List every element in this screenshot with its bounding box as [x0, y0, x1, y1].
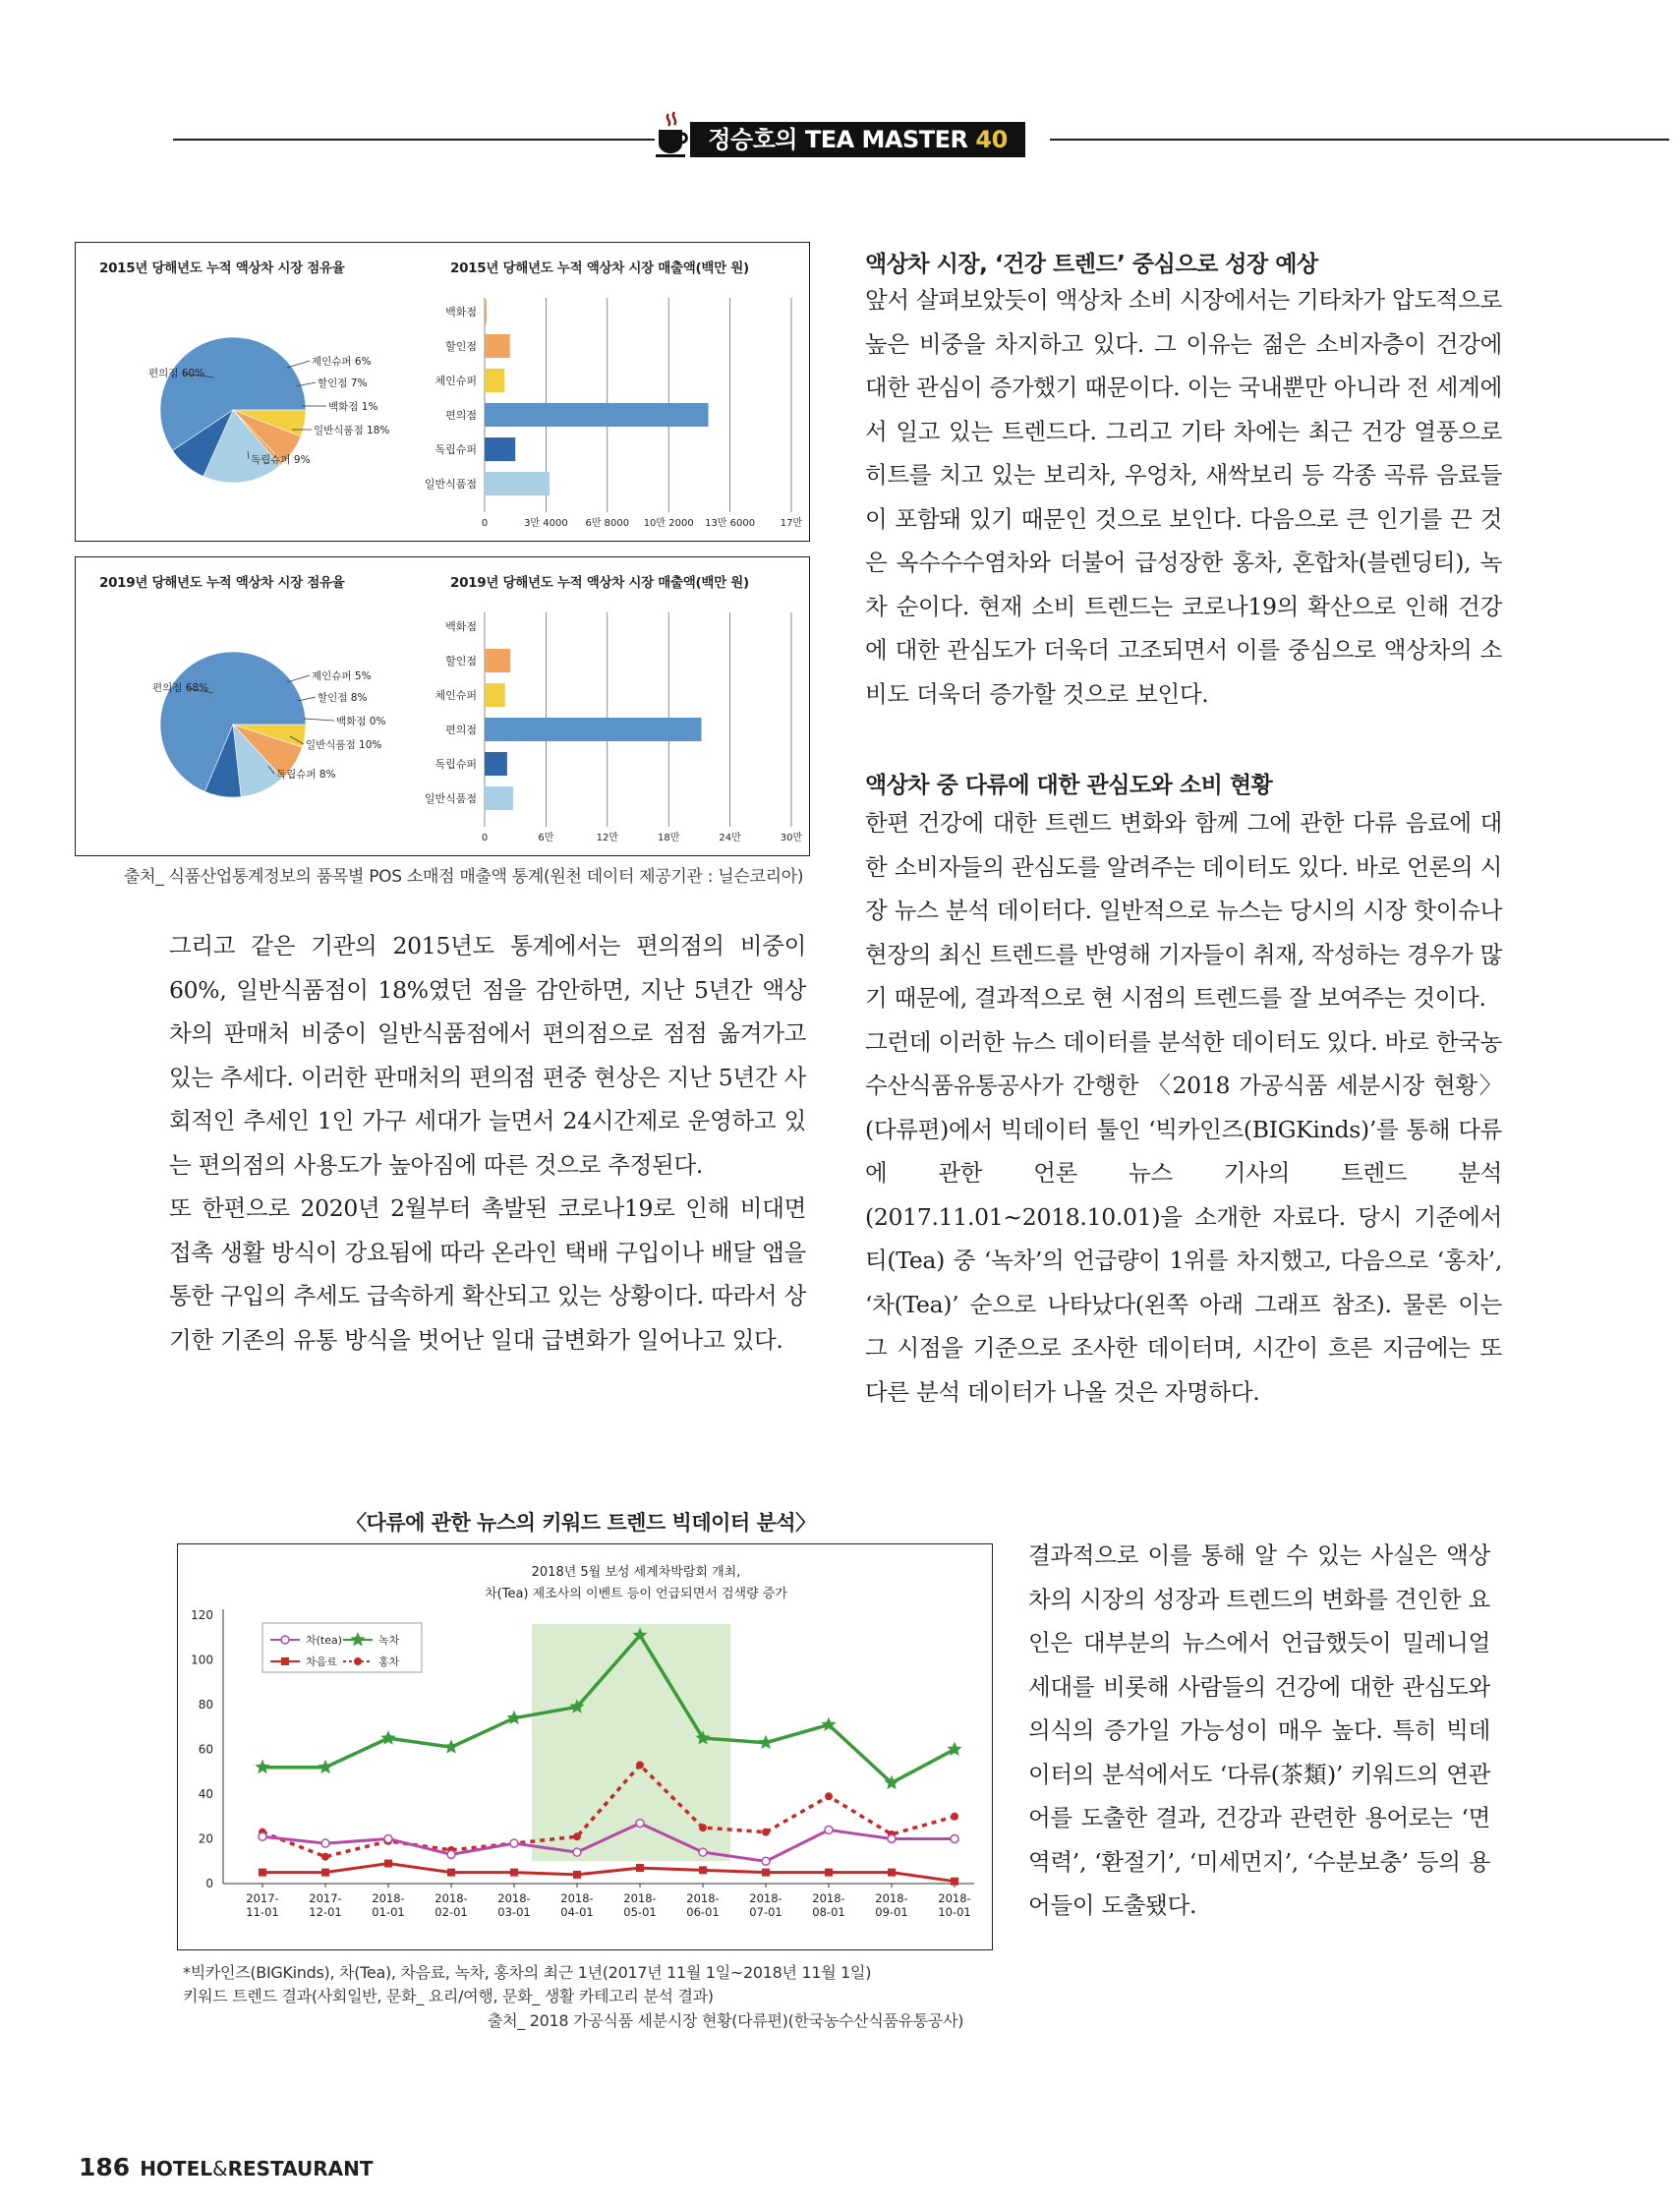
- series-point-홍차: [699, 1824, 707, 1831]
- legend-marker-차(tea): [281, 1636, 289, 1644]
- bar-tick-label: 10만 2000: [643, 518, 694, 529]
- legend-label-차(tea): 차(tea): [306, 1634, 343, 1647]
- series-point-차음료: [259, 1869, 266, 1877]
- bar-title-2019: 2019년 당해년도 누적 액상차 시장 매출액(백만 원): [450, 575, 749, 591]
- chart-panel-2015: [75, 242, 810, 542]
- x-tick-label-year: 2017-: [246, 1891, 279, 1905]
- section2-heading: 액상차 중 다류에 대한 관심도와 소비 현황: [865, 773, 1273, 798]
- bar-tick-label: 3만 4000: [524, 518, 568, 529]
- magazine-name-a: HOTEL: [140, 2157, 212, 2180]
- pie-label: 편의점 68%: [152, 682, 209, 694]
- pie-label: 편의점 60%: [148, 368, 205, 379]
- x-tick-label-date: 02-01: [434, 1905, 468, 1919]
- x-tick-label-year: 2018-: [938, 1891, 971, 1905]
- pie-label: 일반식품점 10%: [306, 739, 382, 751]
- y-tick-label: 20: [198, 1831, 213, 1846]
- y-tick-label: 40: [198, 1787, 213, 1801]
- line-chart-title: 〈다류에 관한 뉴스의 키워드 트렌드 빅데이터 분석〉: [346, 1511, 816, 1535]
- pie-label: 독립슈퍼 9%: [251, 454, 311, 466]
- bar-category-label: 편의점: [445, 409, 477, 422]
- legend-label-녹차: 녹차: [378, 1634, 400, 1647]
- x-tick-label-date: 09-01: [875, 1905, 908, 1919]
- series-point-차(tea): [384, 1835, 392, 1843]
- x-tick-label-date: 12-01: [309, 1905, 342, 1919]
- header-rule-left: [173, 139, 655, 141]
- bar-chart-2019: [76, 557, 809, 855]
- series-point-차(tea): [259, 1832, 266, 1840]
- bar-일반식품점: [485, 786, 513, 810]
- x-tick-label-year: 2018-: [497, 1891, 531, 1905]
- closing-body: [1028, 1534, 1490, 1928]
- line-chart-panel: [177, 1543, 993, 1950]
- chart-source-caption: 출처_ 식품산업통계정보의 품목별 POS 소매점 매출액 통계(원천 데이터 제공기관 : 닐슨코리아): [124, 867, 804, 887]
- bar-category-label: 체인슈퍼: [434, 689, 477, 702]
- section2-paragraph-2: 그런데 이러한 뉴스 데이터를 분석한 데이터도 있다. 바로 한국농수산식품유통공사가 간행한 〈2018 가공식품 세분시장 현황〉(다류편)에서 빅데이터 툴인 ‘빅카인즈(BIGKinds)’를 통해 다류에 관한 언론 뉴스 기사의 트렌드 분석(2017.11.01~2018.10.01)을 소개한 자료다. 당시 기준에서 티(Tea) 중 ‘녹차’의 언급량이 1위를 차지했고, 다음으로 ‘홍차’, ‘차(Tea)’ 순으로 나타났다(왼쪽 아래 그래프 참조). 물론 이는 그 시점을 기준으로 조사한 데이터며, 시간이 흐른 지금에는 또 다른 분석 데이터가 나올 것은 자명하다.: [865, 1027, 1502, 1406]
- x-tick-label-date: 01-01: [372, 1905, 405, 1919]
- bar-category-label: 독립슈퍼: [434, 443, 477, 456]
- bar-체인슈퍼: [485, 369, 504, 392]
- pie-label: 할인점 7%: [318, 378, 368, 389]
- section2-paragraph-1: 한편 건강에 대한 트렌드 변화와 함께 그에 관한 다류 음료에 대한 소비자들의 관심도를 알려주는 데이터도 있다. 바로 언론의 시장 뉴스 분석 데이터다. 일반적으로 뉴스는 당시의 시장 핫이슈나 현장의 최신 트렌드를 반영해 기자들이 취재, 작성하는 경우가 많기 때문에, 결과적으로 현 시점의 트렌드를 잘 보여주는 것이다.: [865, 809, 1502, 1012]
- bar-tick-label: 0: [481, 518, 489, 529]
- y-tick-label: 120: [191, 1608, 213, 1622]
- bar-category-label: 일반식품점: [424, 478, 477, 491]
- series-point-홍차: [636, 1761, 644, 1769]
- series-point-차음료: [636, 1864, 644, 1872]
- series-number: 40: [975, 126, 1008, 153]
- series-point-홍차: [573, 1832, 581, 1840]
- y-tick-label: 0: [205, 1877, 213, 1890]
- series-point-차음료: [825, 1869, 833, 1877]
- bar-tick-label: 17만: [780, 518, 803, 529]
- x-tick-label-date: 11-01: [246, 1905, 279, 1919]
- x-tick-label-date: 03-01: [497, 1905, 531, 1919]
- chart-panel-2019: [75, 556, 810, 856]
- legend-marker-차음료: [281, 1657, 289, 1665]
- series-point-녹차: [318, 1760, 332, 1774]
- header-rule-right: [1050, 139, 1669, 141]
- closing-paragraph: 결과적으로 이를 통해 알 수 있는 사실은 액상차의 시장의 성장과 트렌드의 변화를 견인한 요인은 대부분의 뉴스에서 언급했듯이 밀레니얼 세대를 비롯해 사람들의 건강에 대한 관심도와 의식의 증가일 가능성이 매우 높다. 특히 빅데이터의 분석에서도 ‘다류(茶類)’ 키워드의 연관어를 도출한 결과, 건강과 관련한 용어로는 ‘면역력’, ‘환절기’, ‘미세먼지’, ‘수분보충’ 등의 용어들이 도출됐다.: [1028, 1541, 1490, 1919]
- series-point-차음료: [573, 1871, 581, 1879]
- x-tick-label-year: 2018-: [686, 1891, 720, 1905]
- x-tick-label-date: 05-01: [623, 1905, 657, 1919]
- line-chart: [178, 1544, 992, 1949]
- legend-label-차음료: 차음료: [306, 1655, 337, 1668]
- legend-label-홍차: 홍차: [378, 1655, 400, 1668]
- series-point-홍차: [762, 1829, 770, 1836]
- series-point-차(tea): [573, 1848, 581, 1856]
- bar-category-label: 할인점: [445, 655, 477, 668]
- x-tick-label-date: 06-01: [686, 1905, 720, 1919]
- series-point-홍차: [951, 1813, 958, 1821]
- series-point-차(tea): [447, 1850, 455, 1858]
- pie-label: 제인슈퍼 5%: [312, 670, 372, 682]
- pie-label: 할인점 8%: [318, 692, 368, 704]
- series-line-차음료: [262, 1864, 955, 1882]
- series-point-차음료: [384, 1860, 392, 1868]
- column-badge: [690, 122, 1025, 157]
- x-tick-label-year: 2018-: [812, 1891, 845, 1905]
- section1-paragraph: 앞서 살펴보았듯이 액상차 소비 시장에서는 기타차가 압도적으로 높은 비중을 차지하고 있다. 그 이유는 젊은 소비자층이 건강에 대한 관심이 증가했기 때문이다. 이는 국내뿐만 아니라 전 세계에서 일고 있는 트렌드다. 그리고 기타 차에는 최근 건강 열풍으로 히트를 치고 있는 보리차, 우엉차, 새싹보리 등 각종 곡류 음료들이 포함돼 있기 때문인 것으로 보인다. 다음으로 큰 인기를 끈 것은 옥수수수염차와 더불어 급성장한 홍차, 혼합차(블렌딩티), 녹차 순이다. 현재 소비 트렌드는 코로나19의 확산으로 인해 건강에 대한 관심도가 더욱더 고조되면서 이를 중심으로 액상차의 소비도 더욱더 증가할 것으로 보인다.: [865, 286, 1502, 708]
- note-line-2: 키워드 트렌드 결과(사회일반, 문화_ 요리/여행, 문화_ 생활 카테고리 분석 결과): [183, 1987, 714, 2005]
- pie-label: 독립슈퍼 8%: [276, 769, 336, 781]
- columnist-name: 정승호의: [708, 126, 797, 153]
- y-tick-label: 60: [198, 1742, 213, 1757]
- bar-체인슈퍼: [485, 683, 505, 707]
- bar-독립슈퍼: [485, 752, 507, 776]
- series-point-차(tea): [825, 1826, 833, 1833]
- line-chart-source: 출처_ 2018 가공식품 세분시장 현황(다류편)(한국농수산식품유통공사): [488, 2011, 964, 2030]
- bar-할인점: [485, 334, 510, 358]
- series-point-차음료: [888, 1869, 896, 1877]
- series-point-차음료: [699, 1866, 707, 1874]
- series-point-차(tea): [636, 1820, 644, 1828]
- bar-category-label: 할인점: [445, 340, 477, 353]
- series-point-차(tea): [951, 1835, 958, 1843]
- x-tick-label-year: 2018-: [749, 1891, 782, 1905]
- bar-tick-label: 12만: [596, 833, 618, 843]
- bar-category-label: 편의점: [445, 724, 477, 736]
- x-tick-label-date: 10-01: [938, 1905, 971, 1919]
- page-footer: [79, 2153, 374, 2181]
- bar-category-label: 백화점: [445, 306, 477, 319]
- x-tick-label-year: 2017-: [309, 1891, 342, 1905]
- legend-marker-홍차: [354, 1657, 362, 1665]
- x-tick-label-year: 2018-: [434, 1891, 468, 1905]
- teacup-icon: [655, 110, 688, 157]
- pie-title-2019: 2019년 당해년도 누적 액상차 시장 점유율: [99, 575, 345, 591]
- y-tick-label: 80: [198, 1698, 213, 1712]
- pie-title-2015: 2015년 당해년도 누적 액상차 시장 점유율: [99, 261, 345, 276]
- bar-tick-label: 30만: [780, 833, 803, 843]
- series-point-차(tea): [510, 1839, 518, 1847]
- series-point-홍차: [321, 1853, 329, 1861]
- section1-heading: 액상차 시장, ‘건강 트렌드’ 중심으로 성장 예상: [865, 252, 1318, 277]
- series-point-차음료: [951, 1878, 958, 1886]
- bar-tick-label: 6만 8000: [585, 518, 630, 529]
- series-point-차음료: [447, 1869, 455, 1877]
- x-tick-label-date: 04-01: [560, 1905, 594, 1919]
- y-tick-label: 100: [191, 1653, 213, 1667]
- series-title: TEA MASTER: [804, 126, 968, 153]
- bar-category-label: 독립슈퍼: [434, 758, 477, 771]
- x-tick-label-date: 07-01: [749, 1905, 782, 1919]
- series-point-차음료: [321, 1869, 329, 1877]
- section1-body: [865, 278, 1502, 716]
- magazine-name-b: RESTAURANT: [227, 2157, 374, 2180]
- pie-label: 백화점 0%: [336, 716, 386, 727]
- series-point-홍차: [825, 1792, 833, 1800]
- chart-annotation-2: 차(Tea) 제조사의 이벤트 등이 언급되면서 검색량 증가: [485, 1587, 787, 1601]
- bar-category-label: 일반식품점: [424, 792, 477, 805]
- bar-독립슈퍼: [485, 437, 515, 461]
- left-body-text: [169, 924, 806, 1362]
- bar-title-2015: 2015년 당해년도 누적 액상차 시장 매출액(백만 원): [450, 261, 749, 276]
- bar-category-label: 체인슈퍼: [434, 375, 477, 387]
- bar-tick-label: 18만: [658, 833, 680, 843]
- bar-tick-label: 0: [481, 833, 489, 843]
- bar-편의점: [485, 718, 701, 741]
- page-number: 186: [79, 2153, 131, 2181]
- line-chart-note: [183, 1961, 871, 2008]
- left-paragraph-2: 또 한편으로 2020년 2월부터 촉발된 코로나19로 인해 비대면 접촉 생활 방식이 강요됨에 따라 온라인 택배 구입이나 배달 앱을 통한 구입의 추세도 급속하게 확산되고 있는 상황이다. 따라서 상기한 기존의 유통 방식을 벗어난 일대 급변화가 일어나고 있다.: [169, 1194, 806, 1354]
- section2-body: [865, 801, 1502, 1414]
- series-point-차음료: [762, 1869, 770, 1877]
- pie-label: 백화점 1%: [328, 401, 378, 413]
- x-tick-label-year: 2018-: [372, 1891, 405, 1905]
- magazine-amp: &: [211, 2157, 228, 2180]
- bar-tick-label: 6만: [538, 833, 554, 843]
- bar-tick-label: 24만: [719, 833, 741, 843]
- series-point-차음료: [510, 1869, 518, 1877]
- bar-편의점: [485, 403, 709, 427]
- series-point-차(tea): [762, 1857, 770, 1865]
- bar-category-label: 백화점: [445, 620, 477, 633]
- series-point-차(tea): [321, 1839, 329, 1847]
- pie-label: 제인슈퍼 6%: [312, 356, 372, 368]
- left-paragraph-1: 그리고 같은 기관의 2015년도 통계에서는 편의점의 비중이 60%, 일반식품점이 18%였던 점을 감안하면, 지난 5년간 액상차의 판매처 비중이 일반식품점에서 편의점으로 점점 옮겨가고 있는 추세다. 이러한 판매처의 편의점 편중 현상은 지난 5년간 사회적인 추세인 1인 가구 세대가 늘면서 24시간제로 운영하고 있는 편의점의 사용도가 높아짐에 따른 것으로 추정된다.: [169, 932, 806, 1179]
- chart-annotation-1: 2018년 5월 보성 세계차박람회 개최,: [531, 1565, 741, 1580]
- pie-label: 일반식품점 18%: [314, 425, 390, 436]
- bar-할인점: [485, 649, 510, 672]
- bar-tick-label: 13만 6000: [705, 518, 756, 529]
- series-point-차(tea): [699, 1848, 707, 1856]
- bar-일반식품점: [485, 472, 550, 495]
- series-point-녹차: [443, 1739, 458, 1754]
- series-point-녹차: [758, 1735, 773, 1749]
- x-tick-label-year: 2018-: [875, 1891, 908, 1905]
- x-tick-label-date: 08-01: [812, 1905, 845, 1919]
- x-tick-label-year: 2018-: [623, 1891, 657, 1905]
- series-point-녹차: [255, 1760, 269, 1774]
- series-point-차(tea): [888, 1835, 896, 1843]
- bar-chart-2015: [76, 243, 809, 541]
- bar-백화점: [485, 300, 487, 323]
- note-line-1: *빅카인즈(BIGKinds), 차(Tea), 차음료, 녹차, 홍차의 최근 1년(2017년 11월 1일~2018년 11월 1일): [183, 1963, 872, 1982]
- x-tick-label-year: 2018-: [560, 1891, 594, 1905]
